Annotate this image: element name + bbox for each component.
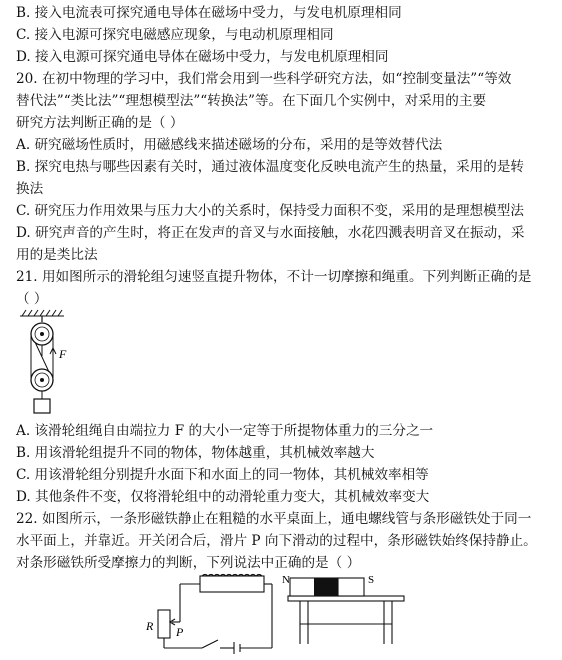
q22-stem-line1: 22. 如图所示，一条形磁铁静止在粗糙的水平桌面上，通电螺线管与条形磁铁处于同一 — [16, 511, 532, 527]
table — [288, 596, 404, 644]
solenoid-magnet-figure — [140, 572, 410, 658]
q22-stem-line2: 水平面上，并靠近。开关闭合后，滑片 P 向下滑动的过程中，条形磁铁始终保持静止。 — [16, 533, 537, 549]
rheostat-label: R — [146, 619, 154, 633]
q21-option-b: B. 用该滑轮组提升不同的物体，物体越重，其机械效率越大 — [16, 445, 375, 461]
q20-option-b-line1: B. 探究电热与哪些因素有关时，通过液体温度变化反映电流产生的热量，采用的是转 — [16, 159, 525, 175]
q21-option-d: D. 其他条件不变，仅将滑轮组中的动滑轮重力变大，其机械效率变大 — [16, 489, 430, 505]
q19-option-b: B. 接入电流表可探究通电导体在磁场中受力，与发电机原理相同 — [16, 5, 402, 21]
ceiling-hatch — [20, 310, 64, 316]
q20-option-a: A. 研究磁场性质时，用磁感线来描述磁场的分布，采用的是等效替代法 — [16, 137, 443, 153]
pulley-system-figure — [16, 306, 106, 420]
slider-label: P — [176, 625, 184, 639]
q20-option-d-line1: D. 研究声音的产生时，将正在发声的音叉与水面接触，水花四溅表明音叉在振动，采 — [16, 225, 525, 241]
circuit — [158, 575, 272, 655]
force-label: F — [59, 347, 67, 361]
q21-option-a: A. 该滑轮组绳自由端拉力 F 的大小一定等于所提物体重力的三分之一 — [16, 423, 434, 439]
q21-stem-line2: （ ） — [16, 291, 48, 307]
q20-option-c: C. 研究压力作用效果与压力大小的关系时，保持受力面积不变，采用的是理想模型法 — [16, 203, 524, 219]
magnet-s-label: S — [368, 574, 375, 586]
q21-option-c: C. 用该滑轮组分别提升水面下和水面上的同一物体，其机械效率相等 — [16, 467, 429, 483]
q20-stem-line1: 20. 在初中物理的学习中，我们常会用到一些科学研究方法，如“控制变量法”“等效 — [16, 71, 512, 87]
q19-option-d: D. 接入电源可探究通电导体在磁场中受力，与发电机原理相同 — [16, 49, 389, 65]
q22-stem-line3: 对条形磁铁所受摩擦力的判断，下列说法中正确的是（ ） — [16, 555, 361, 571]
q20-option-b-line2: 换法 — [16, 181, 44, 197]
q20-option-d-line2: 用的是类比法 — [16, 247, 98, 263]
q20-stem-line3: 研究方法判断正确的是（ ） — [16, 115, 184, 131]
q21-stem-line1: 21. 用如图所示的滑轮组匀速竖直提升物体，不计一切摩擦和绳重。下列判断正确的是 — [16, 269, 532, 285]
load-block — [34, 399, 50, 413]
q19-option-c: C. 接入电源可探究电磁感应现象，与电动机原理相同 — [16, 27, 334, 43]
magnet-n-label: N — [282, 574, 290, 586]
q20-stem-line2: 替代法”“类比法”“理想模型法”“转换法”等。在下面几个实例中，对采用的主要 — [16, 93, 487, 109]
bar-magnet — [290, 578, 364, 596]
